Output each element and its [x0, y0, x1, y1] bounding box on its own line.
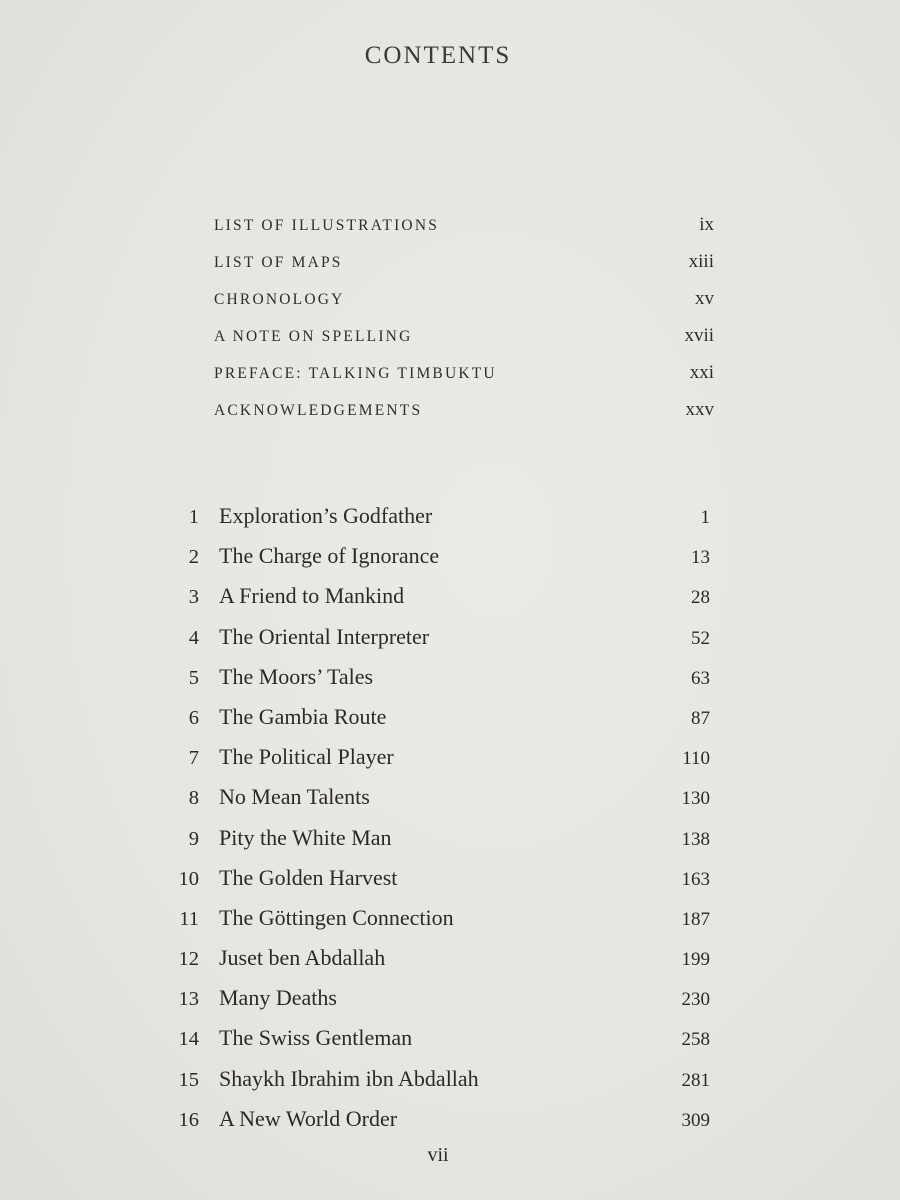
- chapter-row: [165, 624, 710, 664]
- chapter-title: The Golden Harvest: [219, 864, 398, 890]
- chapter-number: 8: [188, 787, 199, 810]
- chapter-title: A Friend to Mankind: [219, 583, 405, 609]
- chapter-page: 130: [681, 788, 710, 810]
- front-matter-page: xxv: [685, 399, 714, 420]
- front-matter-list: [214, 214, 714, 436]
- chapter-page: 138: [681, 828, 710, 850]
- chapter-row: [165, 1106, 710, 1146]
- front-matter-page: xxi: [689, 362, 714, 383]
- page-number: vii: [427, 1144, 449, 1166]
- chapter-title: Juset ben Abdallah: [219, 945, 386, 971]
- chapter-title: The Moors’ Tales: [219, 663, 374, 689]
- chapter-page: 87: [691, 707, 710, 729]
- chapter-page: 110: [682, 748, 710, 770]
- chapter-row: [165, 784, 710, 824]
- front-matter-label: CHRONOLOGY: [214, 291, 345, 308]
- chapter-title: Exploration’s Godfather: [219, 503, 433, 528]
- chapter-row: [165, 503, 710, 543]
- front-matter-label: ACKNOWLEDGEMENTS: [214, 402, 423, 419]
- chapter-row: [165, 1025, 710, 1065]
- front-matter-row: [214, 251, 714, 288]
- front-matter-page: ix: [699, 214, 714, 235]
- chapter-page: 163: [681, 868, 710, 890]
- chapter-page: 28: [691, 587, 710, 609]
- chapter-number: 15: [178, 1068, 199, 1091]
- chapter-page: 52: [691, 627, 710, 649]
- contents-heading: CONTENTS: [364, 42, 512, 69]
- chapter-page: 281: [681, 1069, 710, 1091]
- front-matter-row: [214, 399, 714, 436]
- front-matter-row: [214, 362, 714, 399]
- chapter-title: Many Deaths: [219, 985, 337, 1011]
- chapter-title: Shaykh Ibrahim ibn Abdallah: [219, 1065, 479, 1091]
- chapter-number: 6: [188, 706, 199, 729]
- front-matter-label: LIST OF ILLUSTRATIONS: [214, 217, 440, 234]
- chapter-number: 2: [188, 546, 199, 569]
- chapter-number: 9: [188, 827, 199, 850]
- chapter-title: The Charge of Ignorance: [219, 543, 440, 569]
- chapter-title: Pity the White Man: [219, 824, 392, 850]
- chapter-page: 63: [691, 667, 710, 689]
- front-matter-label: LIST OF MAPS: [214, 254, 343, 271]
- chapter-number: 4: [188, 626, 199, 649]
- chapter-number: 7: [188, 747, 199, 770]
- chapter-row: [165, 945, 710, 985]
- chapter-row: [165, 865, 710, 905]
- front-matter-row: [214, 288, 714, 325]
- chapter-row: [165, 905, 710, 945]
- chapter-row: [165, 583, 710, 623]
- chapter-number: 10: [178, 867, 199, 890]
- chapter-number: 16: [178, 1108, 199, 1131]
- chapter-title: The Gambia Route: [219, 703, 387, 729]
- chapter-row: [165, 704, 710, 744]
- chapter-number: 1: [188, 506, 199, 528]
- chapter-number: 14: [178, 1028, 199, 1051]
- chapter-row: [165, 1066, 710, 1106]
- chapter-page: 1: [700, 507, 710, 528]
- chapter-page: 230: [681, 989, 710, 1011]
- chapter-page: 187: [681, 908, 710, 930]
- chapter-title: The Oriental Interpreter: [219, 623, 430, 649]
- chapter-title: No Mean Talents: [219, 784, 370, 810]
- front-matter-page: xvii: [684, 325, 714, 346]
- chapter-page: 309: [681, 1109, 710, 1131]
- front-matter-row: [214, 214, 714, 251]
- chapter-row: [165, 825, 710, 865]
- chapter-number: 11: [179, 907, 199, 930]
- front-matter-row: [214, 325, 714, 362]
- chapter-page: 13: [691, 547, 710, 569]
- chapter-page: 258: [681, 1029, 710, 1051]
- chapter-number: 3: [188, 586, 199, 609]
- chapter-row: [165, 543, 710, 583]
- front-matter-page: xv: [695, 288, 714, 309]
- chapter-title: The Political Player: [219, 744, 394, 770]
- chapter-row: [165, 985, 710, 1025]
- chapter-title: The Swiss Gentleman: [219, 1025, 413, 1051]
- chapter-title: A New World Order: [219, 1105, 398, 1131]
- chapter-list: [165, 503, 710, 1146]
- front-matter-page: xiii: [688, 251, 714, 272]
- chapter-number: 13: [178, 988, 199, 1011]
- front-matter-label: A NOTE ON SPELLING: [214, 328, 413, 345]
- chapter-row: [165, 744, 710, 784]
- chapter-number: 12: [178, 948, 199, 971]
- front-matter-label: PREFACE: TALKING TIMBUKTU: [214, 365, 497, 382]
- chapter-number: 5: [188, 666, 199, 689]
- chapter-page: 199: [681, 949, 710, 971]
- chapter-row: [165, 664, 710, 704]
- chapter-title: The Göttingen Connection: [219, 904, 454, 930]
